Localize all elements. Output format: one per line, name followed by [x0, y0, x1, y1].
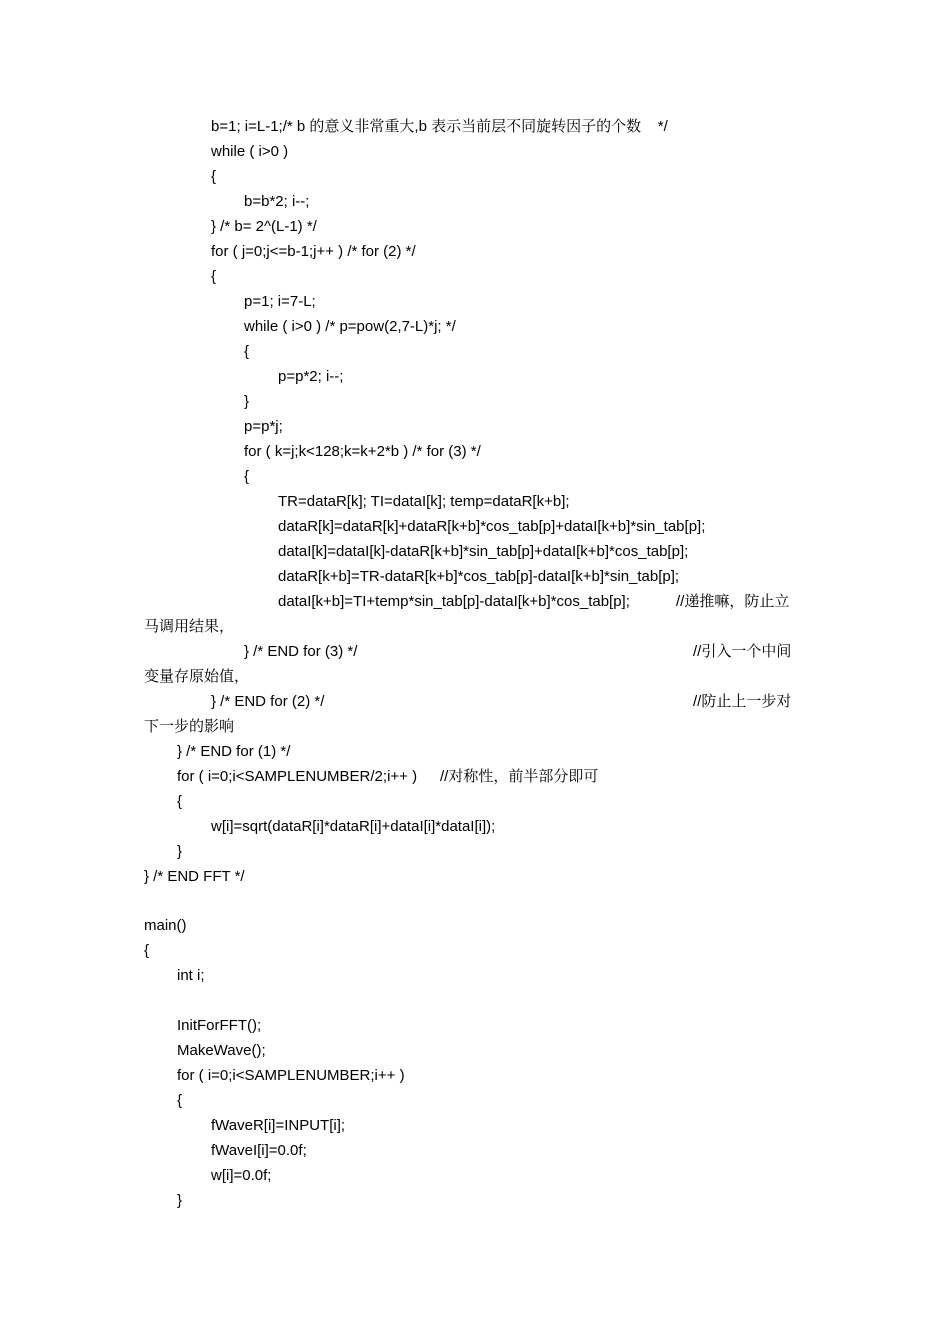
code-line: } — [177, 1192, 183, 1209]
code-line: { — [211, 168, 217, 185]
code-line: w[i]=sqrt(dataR[i]*dataR[i]+dataI[i]*dataI[i]); — [211, 818, 496, 835]
code-line: int i; — [177, 967, 205, 984]
code-line: { — [211, 268, 217, 285]
code-line: w[i]=0.0f; — [211, 1167, 272, 1184]
code-comment: //递推嘛，防止立 — [676, 593, 790, 610]
code-line: while ( i>0 ) — [211, 143, 289, 160]
code-line: fWaveI[i]=0.0f; — [211, 1142, 307, 1159]
code-comment: //防止上一步对 — [693, 693, 792, 710]
code-line: } — [177, 843, 183, 860]
code-line: for ( i=0;i<SAMPLENUMBER/2;i++ ) — [177, 768, 418, 785]
code-line: for ( j=0;j<=b-1;j++ ) /* for (2) */ — [211, 243, 416, 260]
code-line: { — [177, 1092, 183, 1109]
code-line: dataI[k]=dataI[k]-dataR[k+b]*sin_tab[p]+dataI[k+b]*cos_tab[p]; — [278, 543, 689, 560]
code-line: } /* END for (1) */ — [177, 743, 291, 760]
code-line: 下一步的影响 — [144, 718, 235, 735]
code-line: MakeWave(); — [177, 1042, 266, 1059]
code-line: dataR[k]=dataR[k]+dataR[k+b]*cos_tab[p]+dataI[k+b]*sin_tab[p]; — [278, 518, 706, 535]
code-line: } /* b= 2^(L-1) */ — [211, 218, 317, 235]
code-line: while ( i>0 ) /* p=pow(2,7-L)*j; */ — [244, 318, 456, 335]
code-line: 变量存原始值， — [144, 668, 250, 685]
code-line: } /* END for (3) */ — [244, 643, 358, 660]
code-line: InitForFFT(); — [177, 1017, 262, 1034]
code-line: b=1; i=L-1;/* b 的意义非常重大,b 表示当前层不同旋转因子的个数 */ — [211, 118, 668, 135]
code-line: TR=dataR[k]; TI=dataI[k]; temp=dataR[k+b]; — [278, 493, 570, 510]
code-line: for ( i=0;i<SAMPLENUMBER;i++ ) — [177, 1067, 405, 1084]
code-comment: //对称性，前半部分即可 — [440, 768, 599, 785]
code-line: b=b*2; i--; — [244, 193, 310, 210]
code-line: { — [144, 942, 150, 959]
code-line: dataR[k+b]=TR-dataR[k+b]*cos_tab[p]-dataI[k+b]*sin_tab[p]; — [278, 568, 680, 585]
code-line: { — [244, 468, 250, 485]
code-line: } /* END for (2) */ — [211, 693, 325, 710]
code-line: main() — [144, 917, 187, 934]
code-line: 马调用结果， — [144, 618, 235, 635]
code-line: p=1; i=7-L; — [244, 293, 316, 310]
code-line: fWaveR[i]=INPUT[i]; — [211, 1117, 346, 1134]
code-line: } /* END FFT */ — [144, 868, 245, 885]
code-comment: //引入一个中间 — [693, 643, 792, 660]
code-line: } — [244, 393, 250, 410]
code-line: p=p*2; i--; — [278, 368, 344, 385]
code-line: p=p*j; — [244, 418, 283, 435]
code-line: { — [244, 343, 250, 360]
code-line: { — [177, 793, 183, 810]
code-line: for ( k=j;k<128;k=k+2*b ) /* for (3) */ — [244, 443, 481, 460]
code-line: dataI[k+b]=TI+temp*sin_tab[p]-dataI[k+b]*cos_tab[p]; — [278, 593, 630, 610]
